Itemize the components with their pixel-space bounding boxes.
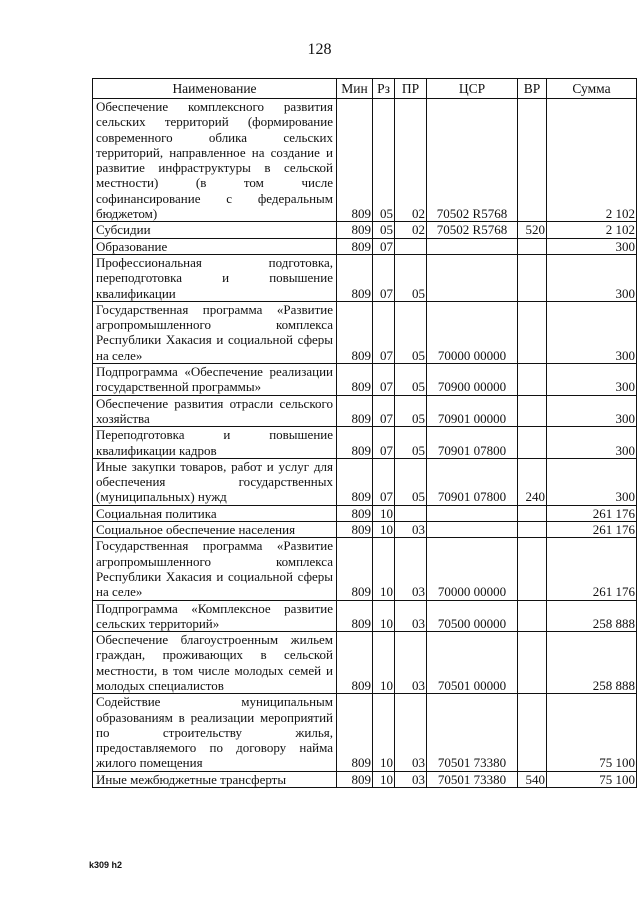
- row-pr: 03: [395, 771, 427, 787]
- row-vr: 540: [518, 771, 547, 787]
- row-rz: 10: [373, 522, 395, 538]
- row-min: 809: [337, 600, 373, 632]
- row-csr: 70501 73380: [427, 771, 518, 787]
- row-name: Иные закупки товаров, работ и услуг для обеспечения государственных (муниципальных) нужд: [93, 458, 337, 505]
- table-row: [93, 222, 637, 238]
- row-csr: 70000 00000: [427, 301, 518, 363]
- row-name: Профессиональная подготовка, переподготовка и повышение квалификации: [93, 254, 337, 301]
- row-pr: [395, 238, 427, 254]
- row-vr: [518, 694, 547, 771]
- page-number: 128: [307, 41, 332, 58]
- row-sum: 300: [547, 238, 637, 254]
- row-name: Иные межбюджетные трансферты: [93, 771, 337, 787]
- row-rz: 07: [373, 301, 395, 363]
- row-sum: 258 888: [547, 600, 637, 632]
- row-pr: 03: [395, 600, 427, 632]
- row-min: 809: [337, 522, 373, 538]
- row-csr: 70900 00000: [427, 364, 518, 396]
- row-sum: 300: [547, 458, 637, 505]
- row-name: Государственная программа «Развитие агропромышленного комплекса Республики Хакасия и социальной сферы на селе»: [93, 538, 337, 600]
- row-rz: 05: [373, 99, 395, 222]
- row-vr: [518, 600, 547, 632]
- table-row: [93, 458, 637, 505]
- footer-code: k309 h2: [89, 860, 123, 870]
- table-header-row: [93, 79, 637, 99]
- row-csr: 70501 00000: [427, 632, 518, 694]
- table-row: [93, 395, 637, 427]
- row-rz: 07: [373, 458, 395, 505]
- table-row: [93, 238, 637, 254]
- row-min: 809: [337, 254, 373, 301]
- row-pr: 03: [395, 632, 427, 694]
- row-name: Обеспечение развития отрасли сельского хозяйства: [93, 395, 337, 427]
- row-pr: 05: [395, 254, 427, 301]
- row-min: 809: [337, 99, 373, 222]
- row-sum: 300: [547, 364, 637, 396]
- row-name: Государственная программа «Развитие агропромышленного комплекса Республики Хакасия и социальной сферы на селе»: [93, 301, 337, 363]
- row-vr: 520: [518, 222, 547, 238]
- row-min: 809: [337, 632, 373, 694]
- row-min: 809: [337, 694, 373, 771]
- row-rz: 10: [373, 694, 395, 771]
- row-csr: 70901 07800: [427, 427, 518, 459]
- row-csr: [427, 238, 518, 254]
- row-rz: 10: [373, 632, 395, 694]
- row-csr: 70000 00000: [427, 538, 518, 600]
- row-vr: [518, 254, 547, 301]
- row-rz: 07: [373, 395, 395, 427]
- row-min: 809: [337, 505, 373, 521]
- row-name: Социальное обеспечение населения: [93, 522, 337, 538]
- row-name: Социальная политика: [93, 505, 337, 521]
- row-name: Переподготовка и повышение квалификации кадров: [93, 427, 337, 459]
- row-sum: 261 176: [547, 522, 637, 538]
- row-pr: 03: [395, 538, 427, 600]
- row-pr: 05: [395, 458, 427, 505]
- row-rz: 10: [373, 505, 395, 521]
- row-pr: 05: [395, 395, 427, 427]
- row-sum: 300: [547, 254, 637, 301]
- row-csr: [427, 522, 518, 538]
- table-row: [93, 694, 637, 771]
- row-name: Содействие муниципальным образованиям в реализации мероприятий по строительству жилья, предоставляемого по договору найма жилого помещения: [93, 694, 337, 771]
- row-name: Обеспечение комплексного развития сельских территорий (формирование современного облика сельских территорий, направленное на создание и развитие инфраструктуры в сельской местности) (в том числе софинансирование с федеральным бюджетом): [93, 99, 337, 222]
- row-sum: 300: [547, 395, 637, 427]
- header-sum: Сумма: [547, 79, 637, 99]
- row-csr: 70500 00000: [427, 600, 518, 632]
- row-rz: 10: [373, 600, 395, 632]
- table-row: [93, 632, 637, 694]
- row-name: Субсидии: [93, 222, 337, 238]
- row-vr: [518, 99, 547, 222]
- row-vr: [518, 505, 547, 521]
- row-name: Обеспечение благоустроенным жильем граждан, проживающих в сельской местности, в том числе молодых семей и молодых специалистов: [93, 632, 337, 694]
- row-csr: 70502 R5768: [427, 99, 518, 222]
- row-min: 809: [337, 222, 373, 238]
- header-name: Наименование: [93, 79, 337, 99]
- row-vr: [518, 364, 547, 396]
- row-vr: [518, 522, 547, 538]
- row-sum: 75 100: [547, 771, 637, 787]
- header-pr: ПР: [395, 79, 427, 99]
- row-vr: [518, 538, 547, 600]
- row-rz: 07: [373, 427, 395, 459]
- budget-table: [92, 78, 637, 788]
- row-pr: 05: [395, 427, 427, 459]
- row-sum: 2 102: [547, 99, 637, 222]
- row-rz: 10: [373, 771, 395, 787]
- table-row: [93, 427, 637, 459]
- row-sum: 300: [547, 427, 637, 459]
- header-rz: Рз: [373, 79, 395, 99]
- table-row: [93, 254, 637, 301]
- row-sum: 258 888: [547, 632, 637, 694]
- table-row: [93, 771, 637, 787]
- row-pr: 03: [395, 694, 427, 771]
- row-csr: [427, 505, 518, 521]
- row-vr: [518, 427, 547, 459]
- row-csr: [427, 254, 518, 301]
- row-pr: [395, 505, 427, 521]
- row-vr: [518, 395, 547, 427]
- row-min: 809: [337, 538, 373, 600]
- row-pr: 05: [395, 301, 427, 363]
- row-name: Образование: [93, 238, 337, 254]
- header-vr: ВР: [518, 79, 547, 99]
- row-min: 809: [337, 771, 373, 787]
- row-sum: 261 176: [547, 538, 637, 600]
- row-vr: 240: [518, 458, 547, 505]
- row-pr: 03: [395, 522, 427, 538]
- row-min: 809: [337, 427, 373, 459]
- row-csr: 70901 00000: [427, 395, 518, 427]
- row-name: Подпрограмма «Комплексное развитие сельских территорий»: [93, 600, 337, 632]
- row-sum: 261 176: [547, 505, 637, 521]
- row-min: 809: [337, 301, 373, 363]
- table-row: [93, 538, 637, 600]
- row-vr: [518, 301, 547, 363]
- row-csr: 70501 73380: [427, 694, 518, 771]
- row-min: 809: [337, 458, 373, 505]
- row-rz: 07: [373, 364, 395, 396]
- table-body: [93, 99, 637, 788]
- row-rz: 07: [373, 238, 395, 254]
- header-min: Мин: [337, 79, 373, 99]
- row-min: 809: [337, 364, 373, 396]
- row-sum: 2 102: [547, 222, 637, 238]
- row-pr: 02: [395, 99, 427, 222]
- table-row: [93, 505, 637, 521]
- row-min: 809: [337, 238, 373, 254]
- row-sum: 75 100: [547, 694, 637, 771]
- row-sum: 300: [547, 301, 637, 363]
- row-rz: 07: [373, 254, 395, 301]
- row-rz: 10: [373, 538, 395, 600]
- table-row: [93, 600, 637, 632]
- row-vr: [518, 238, 547, 254]
- table-row: [93, 99, 637, 222]
- table-row: [93, 522, 637, 538]
- row-rz: 05: [373, 222, 395, 238]
- row-vr: [518, 632, 547, 694]
- row-pr: 05: [395, 364, 427, 396]
- row-csr: 70901 07800: [427, 458, 518, 505]
- header-csr: ЦСР: [427, 79, 518, 99]
- table-row: [93, 301, 637, 363]
- row-min: 809: [337, 395, 373, 427]
- table-row: [93, 364, 637, 396]
- row-csr: 70502 R5768: [427, 222, 518, 238]
- row-pr: 02: [395, 222, 427, 238]
- row-name: Подпрограмма «Обеспечение реализации государственной программы»: [93, 364, 337, 396]
